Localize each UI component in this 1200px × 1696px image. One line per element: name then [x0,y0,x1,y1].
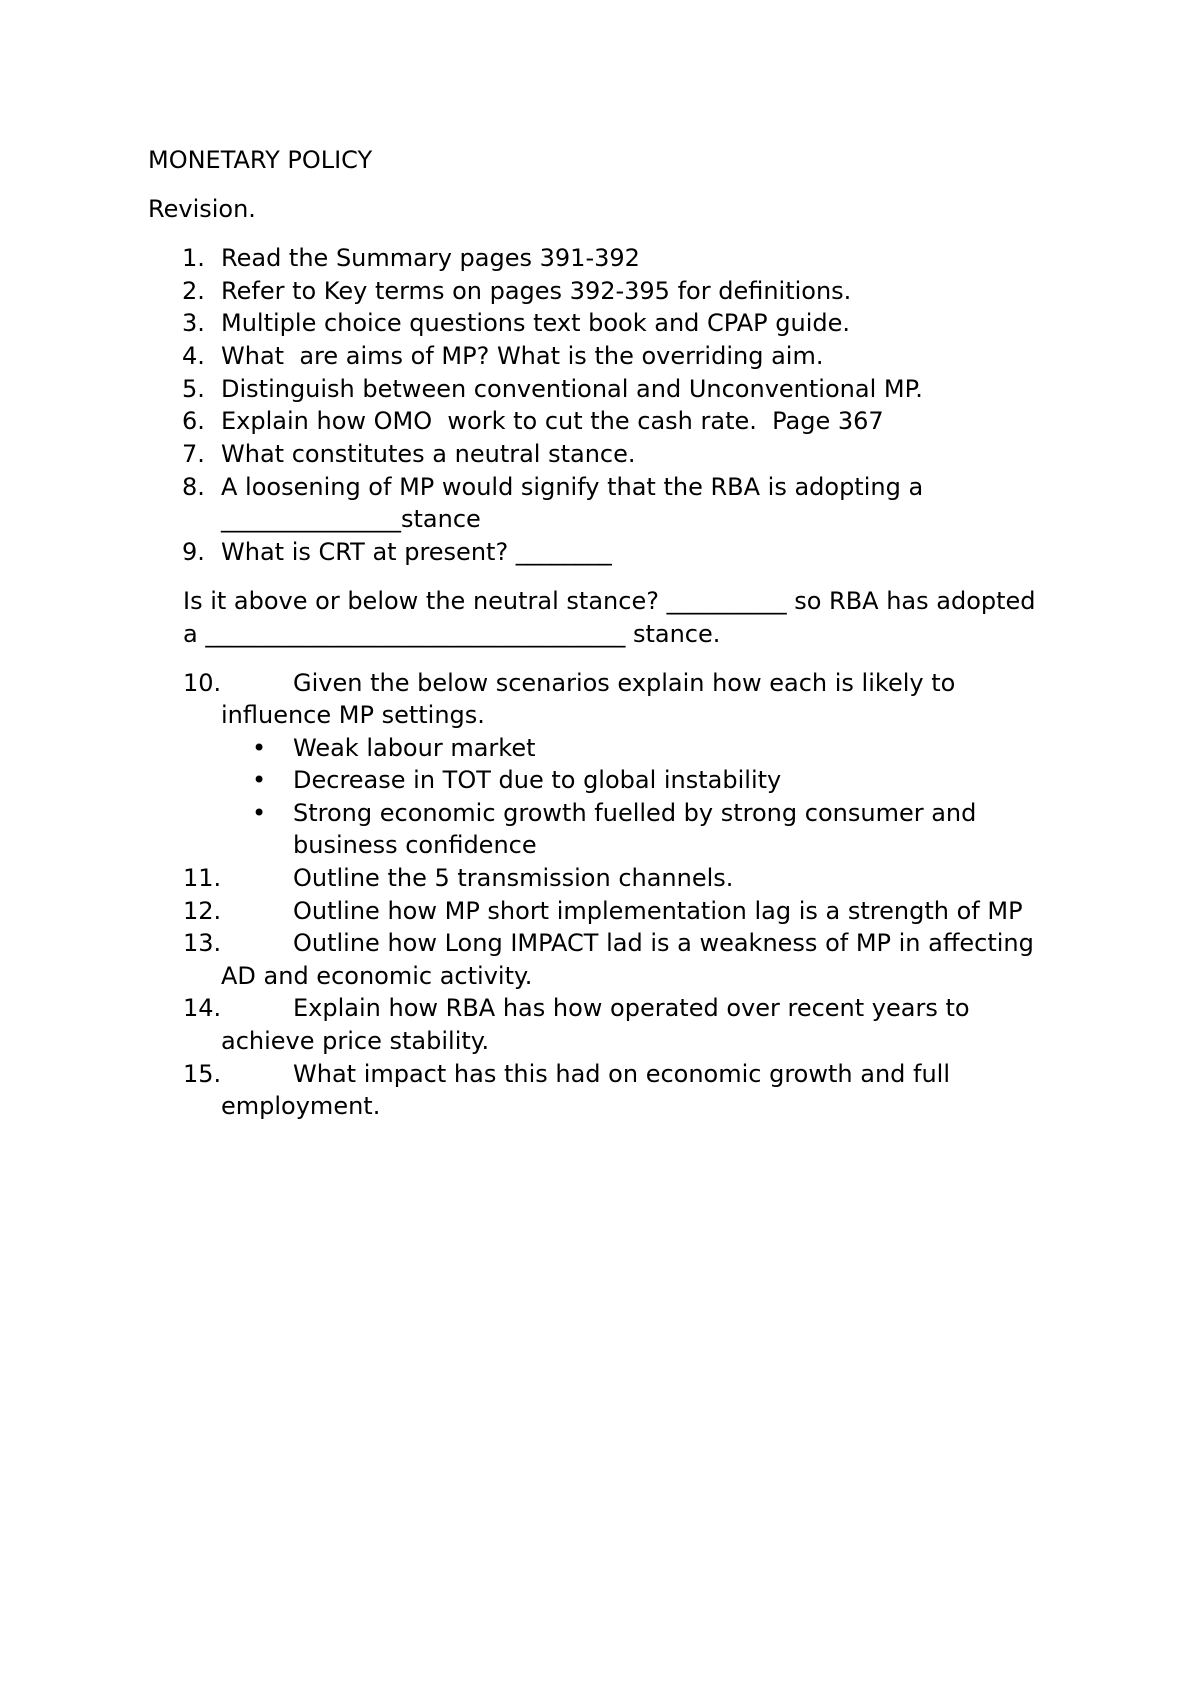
item-text: What constitutes a neutral stance. [221,440,636,468]
item-number: 7. [182,440,205,468]
item-text: Outline how Long IMPACT lad is a weakness of MP in affecting [293,929,1034,957]
item-text: Refer to Key terms on pages 392-395 for definitions. [221,277,852,305]
item-text: Distinguish between conventional and Unconventional MP. [221,375,923,403]
item-text-continued: AD and economic activity. [221,962,533,990]
paragraph-line: Is it above or below the neutral stance? __________ so RBA has adopted [183,587,1036,615]
item-number: 13. [183,929,222,957]
item-text: A loosening of MP would signify that the RBA is adopting a [221,473,924,501]
item-text: What is CRT at present? ________ [221,538,612,566]
item-text: Read the Summary pages 391-392 [221,244,640,272]
item-number: 5. [182,375,205,403]
bullet-icon: • [252,734,267,762]
item-text: What impact has this had on economic growth and full [293,1060,951,1088]
item-text-continued: influence MP settings. [221,701,485,729]
item-text: Given the below scenarios explain how each is likely to [293,669,956,697]
paragraph-line: a ___________________________________ stance. [183,620,721,648]
item-text-continued: achieve price stability. [221,1027,490,1055]
item-number: 9. [182,538,205,566]
item-text-continued: employment. [221,1092,381,1120]
item-number: 8. [182,473,205,501]
item-number: 10. [183,669,222,697]
item-text: Multiple choice questions text book and CPAP guide. [221,309,850,337]
bullet-icon: • [252,799,267,827]
item-text: Outline the 5 transmission channels. [293,864,734,892]
item-number: 3. [182,309,205,337]
item-number: 4. [182,342,205,370]
item-number: 2. [182,277,205,305]
item-text: Explain how OMO work to cut the cash rate. Page 367 [221,407,884,435]
item-number: 12. [183,897,222,925]
bullet-text-continued: business confidence [293,831,537,859]
item-number: 11. [183,864,222,892]
item-text: Outline how MP short implementation lag is a strength of MP [293,897,1023,925]
item-number: 15. [183,1060,222,1088]
item-number: 14. [183,994,222,1022]
bullet-text: Weak labour market [293,734,536,762]
doc-subtitle: Revision. [148,195,256,223]
bullet-text: Decrease in TOT due to global instability [293,766,782,794]
doc-title: MONETARY POLICY [148,146,373,174]
item-text-continued: _______________stance [221,505,481,533]
item-number: 1. [182,244,205,272]
bullet-icon: • [252,766,267,794]
bullet-text: Strong economic growth fuelled by strong consumer and [293,799,977,827]
item-text: What are aims of MP? What is the overriding aim. [221,342,824,370]
item-number: 6. [182,407,205,435]
item-text: Explain how RBA has how operated over recent years to [293,994,970,1022]
